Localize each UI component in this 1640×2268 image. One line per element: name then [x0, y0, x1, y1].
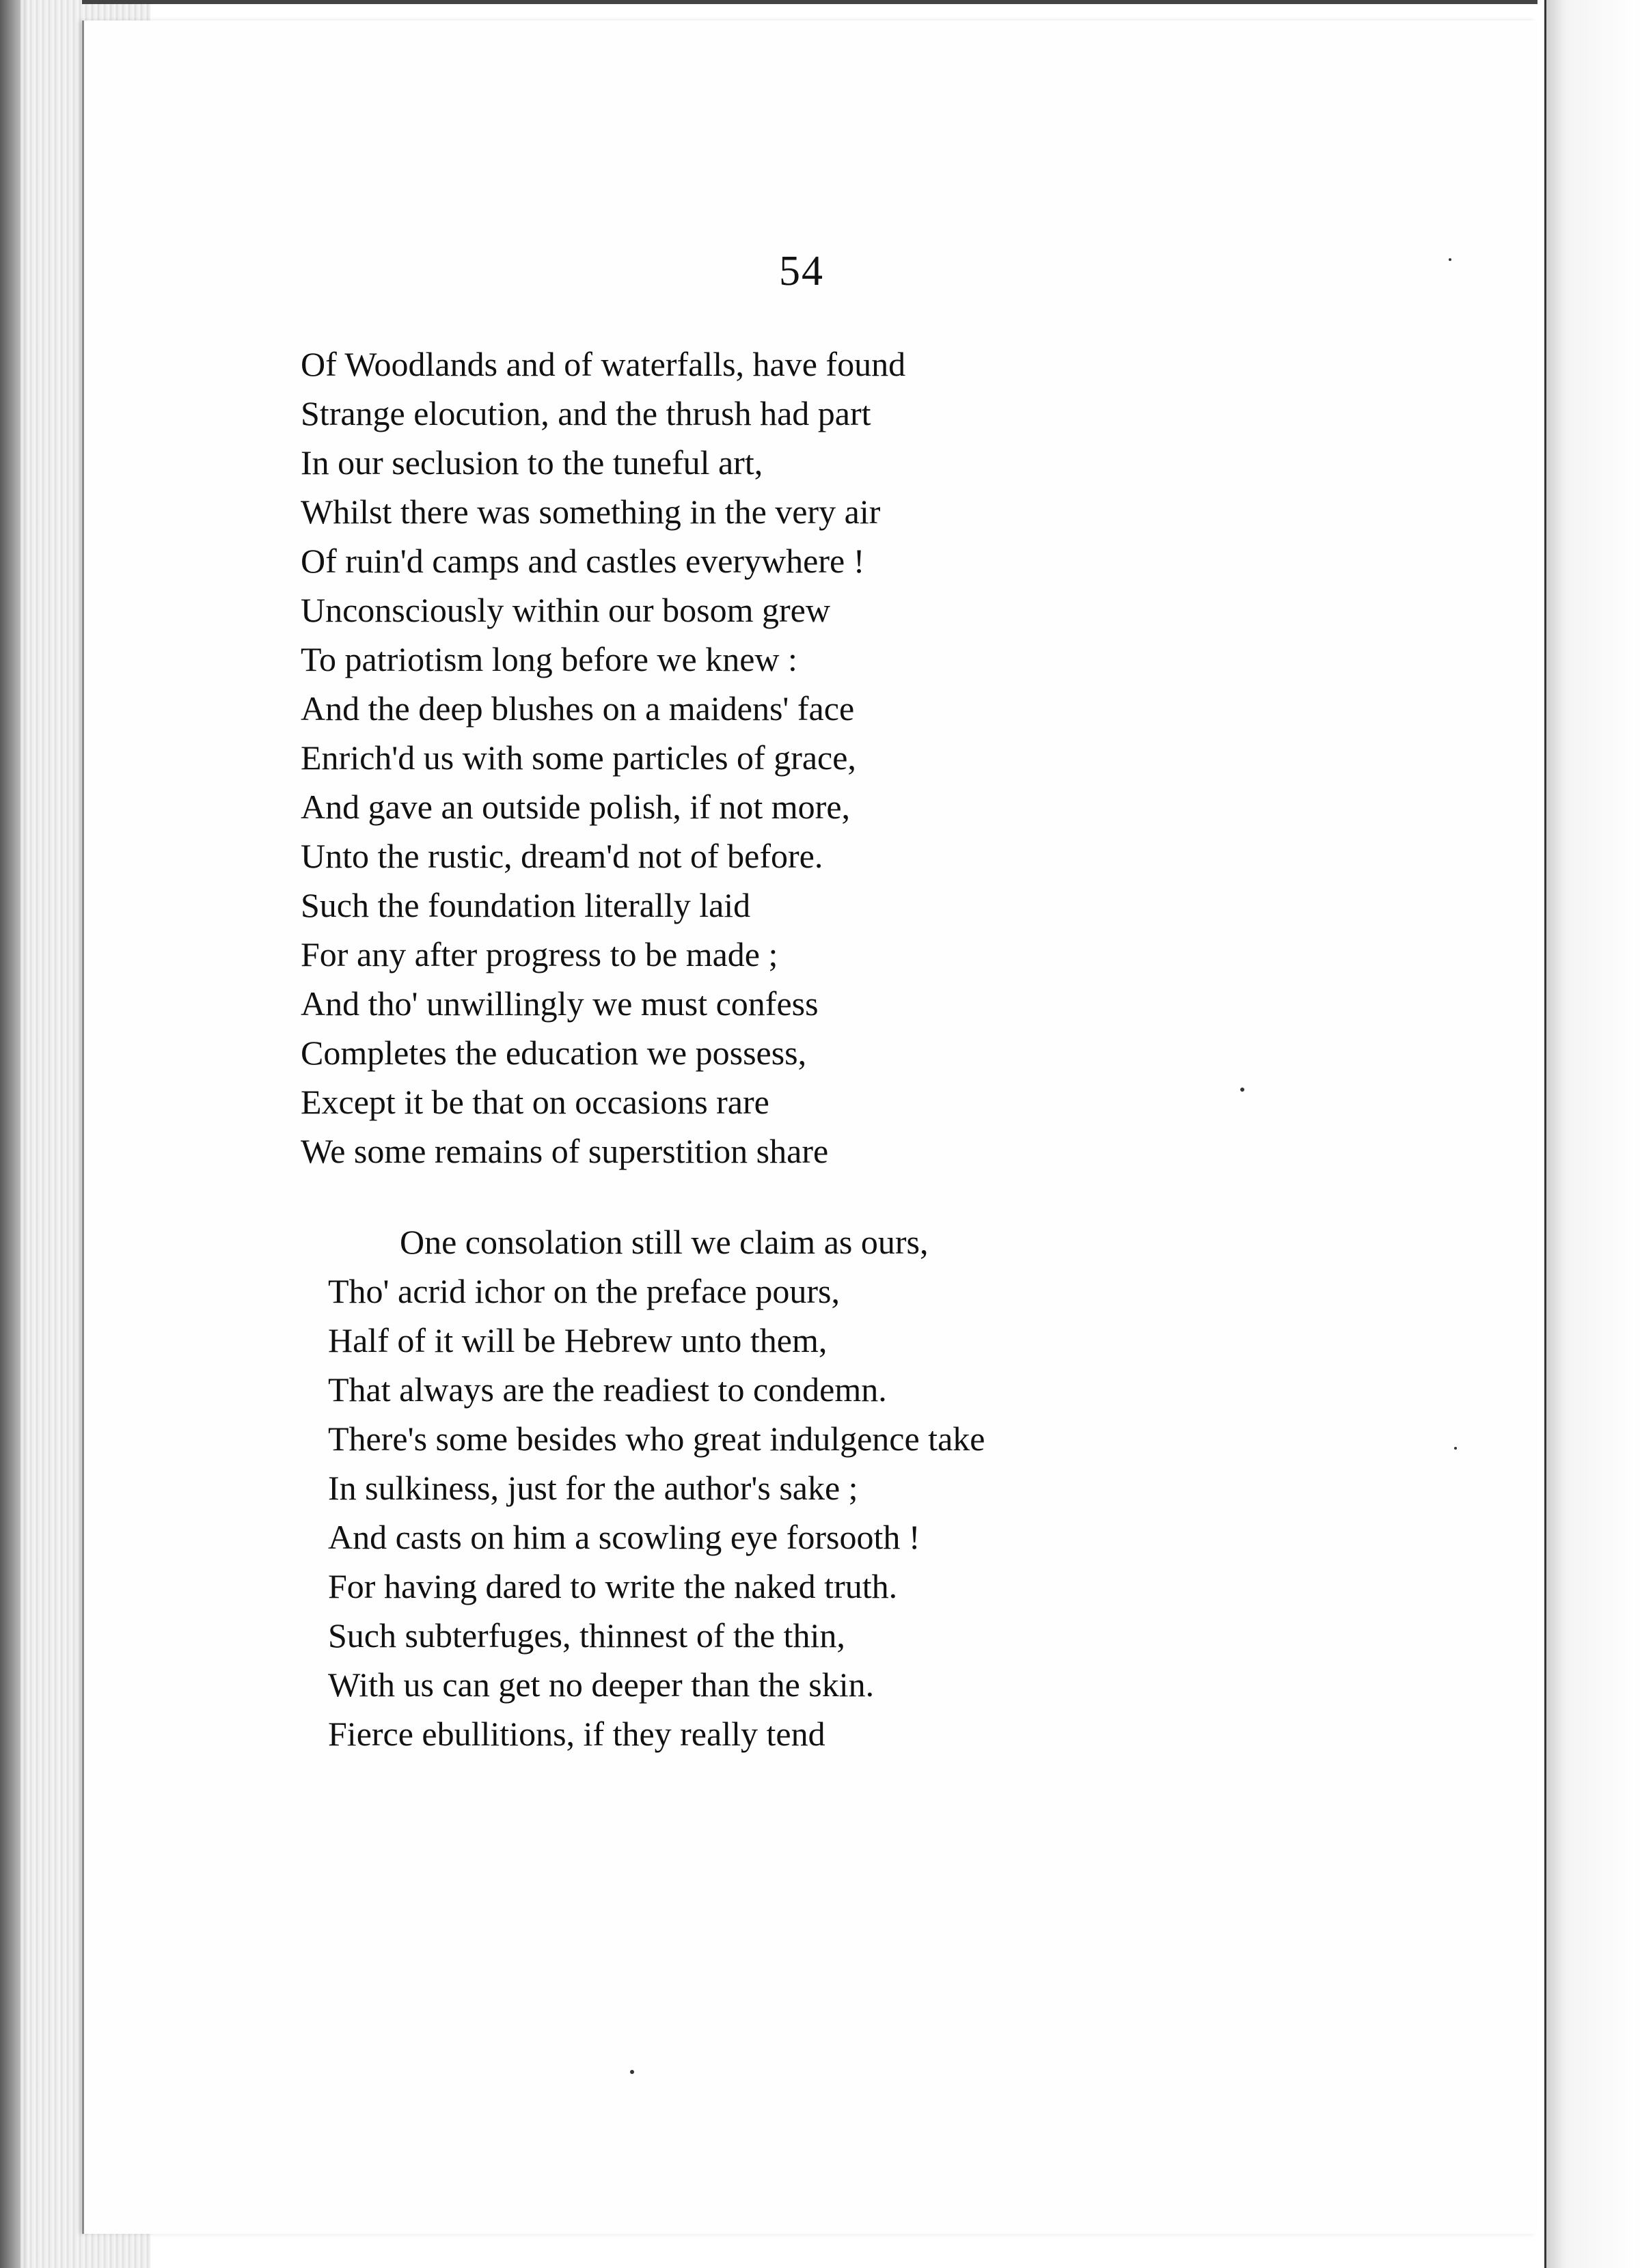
facing-page-edge	[1544, 0, 1640, 2268]
poem-line: We some remains of superstition share	[301, 1132, 829, 1170]
poem-line: Fierce ebullitions, if they really tend	[328, 1715, 825, 1753]
poem-line: That always are the readiest to condemn.	[328, 1370, 887, 1409]
poem-line: Of ruin'd camps and castles everywhere !	[301, 542, 865, 580]
top-border	[82, 0, 1538, 4]
poem-line: In our seclusion to the tuneful art,	[301, 443, 763, 482]
poem-line: Unconsciously within our bosom grew	[301, 591, 830, 629]
poem-line: Completes the education we possess,	[301, 1034, 807, 1072]
poem-line: And tho' unwillingly we must confess	[301, 984, 819, 1023]
ink-speck	[1449, 258, 1451, 261]
poem-line: With us can get no deeper than the skin.	[328, 1665, 875, 1704]
poem-line: Half of it will be Hebrew unto them,	[328, 1321, 828, 1359]
poem-line: Strange elocution, and the thrush had part	[301, 394, 871, 432]
poem-line: There's some besides who great indulgence take	[328, 1420, 985, 1458]
poem-line: And casts on him a scowling eye forsooth !	[328, 1518, 920, 1556]
poem-line: Except it be that on occasions rare	[301, 1083, 769, 1121]
poem-line: And the deep blushes on a maidens' face	[301, 689, 855, 728]
poem-stanza-1	[301, 340, 905, 1176]
poem-line: One consolation still we claim as ours,	[400, 1223, 929, 1261]
poem-line: Tho' acrid ichor on the preface pours,	[328, 1272, 840, 1310]
ink-speck	[1454, 1447, 1457, 1450]
poem-line: Whilst there was something in the very air	[301, 493, 881, 531]
page-number: 54	[779, 248, 824, 294]
ink-speck	[1240, 1088, 1244, 1092]
poem-line: Enrich'd us with some particles of grace,	[301, 738, 856, 777]
poem-line: And gave an outside polish, if not more,	[301, 788, 851, 826]
ink-speck	[630, 2070, 634, 2074]
poem-line: For any after progress to be made ;	[301, 935, 778, 973]
poem-line: Of Woodlands and of waterfalls, have found	[301, 345, 906, 383]
poem-line: Unto the rustic, dream'd not of before.	[301, 837, 823, 875]
poem-line: To patriotism long before we knew :	[301, 640, 797, 678]
poem-stanza-2	[328, 1217, 985, 1758]
poem-line: Such subterfuges, thinnest of the thin,	[328, 1616, 845, 1655]
poem-line: Such the foundation literally laid	[301, 886, 751, 924]
poem-line: For having dared to write the naked truth.	[328, 1567, 898, 1605]
poem-line: In sulkiness, just for the author's sake ;	[328, 1469, 858, 1507]
